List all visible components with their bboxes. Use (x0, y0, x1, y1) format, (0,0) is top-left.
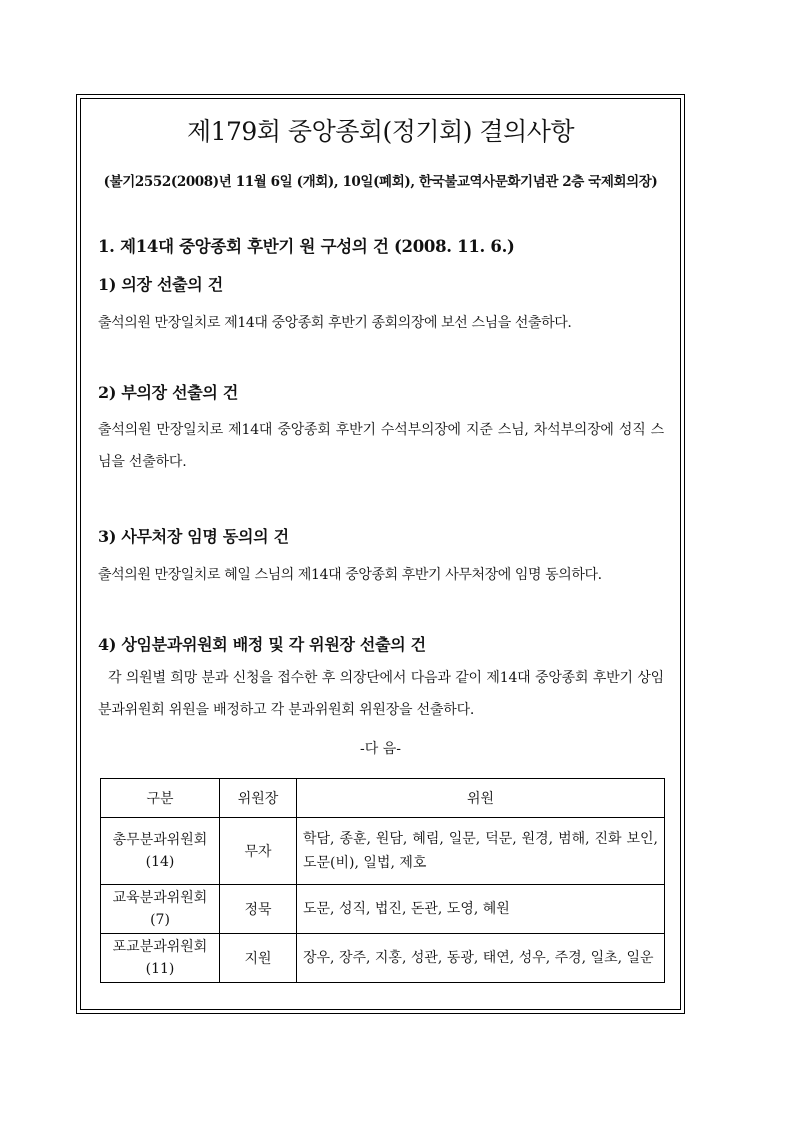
members-cell: 장우, 장주, 지홍, 성관, 동광, 태연, 성우, 주경, 일초, 일운 (297, 934, 665, 983)
committee-name: 교육분과위원회 (112, 890, 208, 906)
document-title: 제179회 중앙종회(정기회) 결의사항 (186, 117, 575, 146)
chair-cell: 무자 (220, 818, 297, 885)
committee-name-cell (101, 885, 220, 934)
committee-name: 총무분과위원회 (112, 832, 208, 848)
item1-heading: 1) 의장 선출의 건 (98, 275, 223, 294)
committee-table (100, 778, 665, 983)
item4-text: 각 의원별 희망 분과 신청을 접수한 후 의장단에서 다음과 같이 제14대 중앙종회 후반기 상임분과위원회 위원을 배정하고 각 분과위원회 위원장을 선출하다. (98, 670, 664, 718)
item2-heading: 2) 부의장 선출의 건 (98, 383, 239, 402)
table-row (101, 818, 665, 885)
chair-cell: 정묵 (220, 885, 297, 934)
header-members: 위원 (297, 779, 665, 818)
item3-heading: 3) 사무처장 임명 동의의 건 (98, 527, 289, 546)
members-cell: 도문, 성직, 법진, 돈관, 도영, 혜원 (297, 885, 665, 934)
header-category: 구분 (101, 779, 220, 818)
main-heading: 1. 제14대 중앙종회 후반기 원 구성의 건 (2008. 11. 6.) (98, 237, 515, 256)
committee-name-cell (101, 934, 220, 983)
committee-count: (14) (145, 854, 175, 870)
committee-name-cell (101, 818, 220, 885)
members-cell: 학담, 종훈, 원담, 혜림, 일문, 덕문, 원경, 범해, 진화 보인, 도문(비), 일법, 제호 (297, 818, 665, 885)
committee-count: (11) (145, 961, 175, 977)
item2-text: 출석의원 만장일치로 제14대 중앙종회 후반기 수석부의장에 지준 스님, 차석부의장에 성직 스님을 선출하다. (98, 422, 664, 470)
table-row (101, 885, 665, 934)
chair-cell: 지원 (220, 934, 297, 983)
table-row (101, 934, 665, 983)
item3-text: 출석의원 만장일치로 혜일 스님의 제14대 중앙종회 후반기 사무처장에 임명 동의하다. (98, 567, 602, 583)
committee-name: 포교분과위원회 (112, 939, 208, 955)
document-subtitle: (불기2552(2008)년 11월 6일 (개회), 10일(폐회), 한국불교역사문화기념관 2층 국제회의장) (103, 174, 658, 190)
item4-heading: 4) 상임분과위원회 배정 및 각 위원장 선출의 건 (98, 635, 426, 654)
following-note: -다 음- (360, 741, 401, 757)
committee-count: (7) (150, 912, 170, 928)
item1-text: 출석의원 만장일치로 제14대 중앙종회 후반기 종회의장에 보선 스님을 선출하다. (98, 315, 572, 331)
header-chair: 위원장 (220, 779, 297, 818)
table-header-row (101, 779, 665, 818)
